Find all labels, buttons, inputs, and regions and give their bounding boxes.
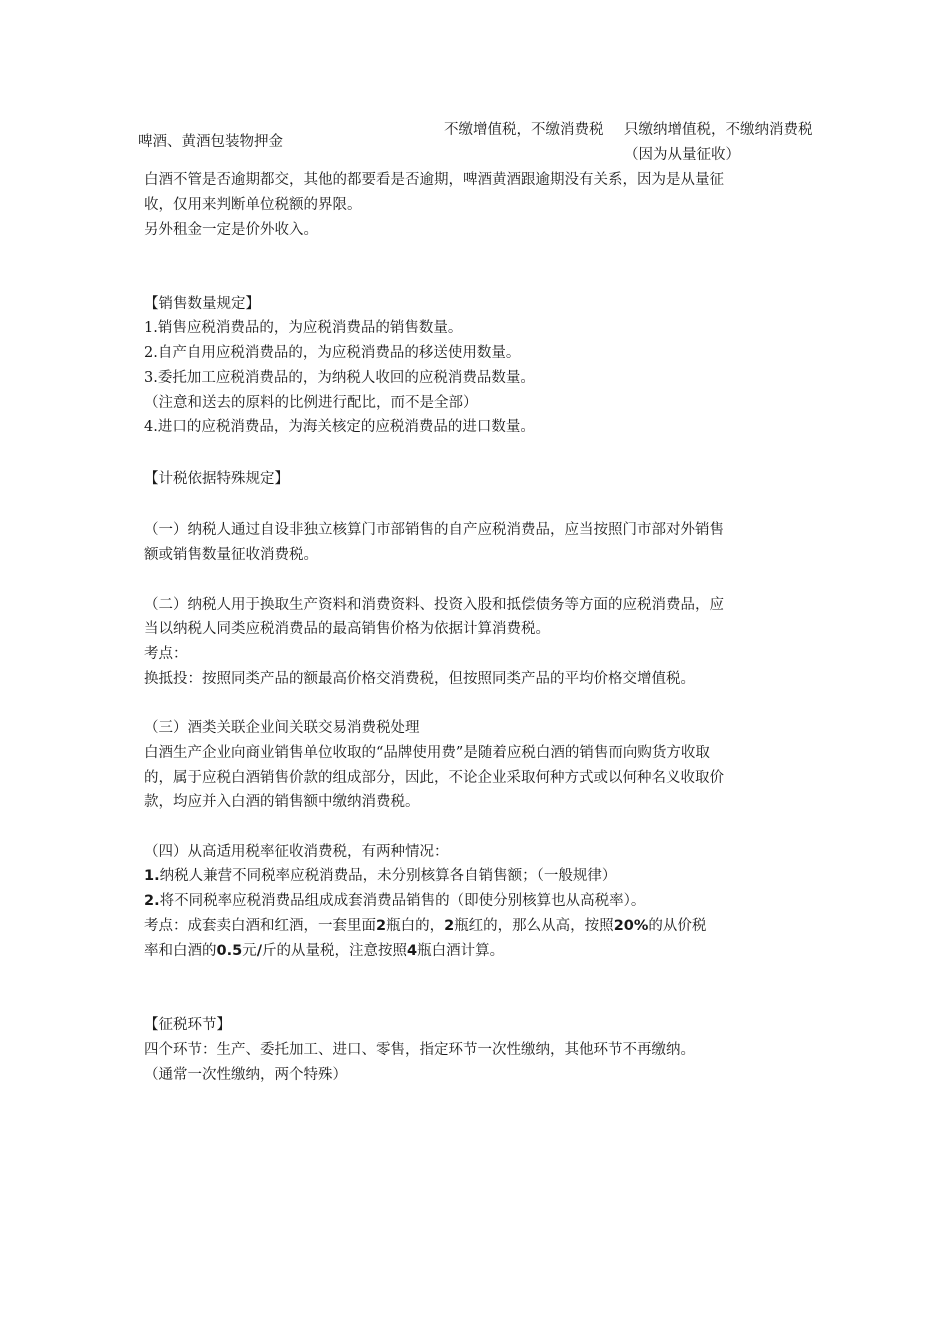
special-s3-line-3: 款，均应并入白酒的销售额中缴纳消费税。 (144, 794, 420, 810)
list-item: 1.销售应税消费品的，为应税消费品的销售数量。 (144, 320, 463, 336)
special-s3-line-2: 的，属于应税白酒销售价款的组成部分，因此，不论企业采取何种方式或以何种名义收取价 (144, 770, 724, 786)
special-s4-item-2 (144, 889, 824, 914)
table-row (138, 118, 818, 168)
note-line-3: 另外租金一定是价外收入。 (144, 222, 318, 238)
note-line-2: 收，仅用来判断单位税额的界限。 (144, 197, 362, 213)
number-run: 4 (406, 943, 418, 959)
section-heading-stage: 【征税环节】 (144, 1017, 231, 1033)
special-s1-line-2: 额或销售数量征收消费税。 (144, 547, 318, 563)
item-number: 2. (144, 893, 160, 909)
stage-line-2: （通常一次性缴纳，两个特殊） (144, 1067, 347, 1083)
item-text: 纳税人兼营不同税率应税消费品，未分别核算各自销售额；（一般规律） (159, 868, 617, 884)
note-line-1: 白酒不管是否逾期都交，其他的都要看是否逾期，啤酒黄酒跟逾期没有关系，因为是从量征 (144, 172, 724, 188)
table-cell-item: 啤酒、黄酒包装物押金 (138, 134, 283, 150)
text-run: 元 (242, 943, 257, 959)
number-run: 0.5 (216, 943, 243, 959)
table-cell-col2: 不缴增值税，不缴消费税 (444, 122, 604, 138)
list-item: 2.自产自用应税消费品的，为应税消费品的移送使用数量。 (144, 345, 521, 361)
special-s4-point-line-1 (144, 914, 824, 939)
item-number: 1. (144, 868, 160, 884)
text-run: 斤的从量税，注意按照 (261, 943, 407, 959)
special-s4-point-line-2 (144, 939, 824, 964)
table-cell-col3: 只缴纳增值税，不缴纳消费税（因为从量征收） (624, 122, 813, 163)
special-s4-item-1 (144, 864, 824, 889)
item-text: 将不同税率应税消费品组成成套消费品销售的（即使分别核算也从高税率）。 (159, 893, 646, 909)
text-run: 考点：成套卖白酒和红酒，一套里面 (144, 918, 376, 934)
number-run: 2 (376, 918, 387, 934)
number-run: 20% (613, 918, 649, 934)
special-s2-point: 换抵投：按照同类产品的额最高价格交消费税，但按照同类产品的平均价格交增值税。 (144, 671, 695, 687)
special-s1-line-1: （一）纳税人通过自设非独立核算门市部销售的自产应税消费品，应当按照门市部对外销售 (144, 522, 724, 538)
text-run: 瓶白的， (386, 918, 445, 934)
text-run: 瓶白酒计算。 (417, 943, 505, 959)
section-heading-special: 【计税依据特殊规定】 (144, 471, 289, 487)
section-heading-sales-qty: 【销售数量规定】 (144, 296, 260, 312)
special-s2-point-label: 考点： (144, 646, 188, 662)
special-s2-line-1: （二）纳税人用于换取生产资料和消费资料、投资入股和抵偿债务等方面的应税消费品，应 (144, 597, 724, 613)
text-run: 的从价税 (648, 918, 707, 934)
special-s4-title: （四）从高适用税率征收消费税，有两种情况： (144, 844, 449, 860)
number-run: / (256, 943, 262, 959)
stage-line-1: 四个环节：生产、委托加工、进口、零售，指定环节一次性缴纳，其他环节不再缴纳。 (144, 1042, 695, 1058)
special-s3-title: （三）酒类关联企业间关联交易消费税处理 (144, 720, 420, 736)
list-item: 3.委托加工应税消费品的，为纳税人收回的应税消费品数量。 (144, 370, 535, 386)
text-run: 率和白酒的 (144, 943, 217, 959)
list-item: 4.进口的应税消费品，为海关核定的应税消费品的进口数量。 (144, 419, 535, 435)
special-s3-line-1: 白酒生产企业向商业销售单位收取的“品牌使用费”是随着应税白酒的销售而向购货方收取 (144, 745, 710, 761)
text-run: 瓶红的，那么从高，按照 (454, 918, 614, 934)
number-run: 2 (444, 918, 455, 934)
special-s2-line-2: 当以纳税人同类应税消费品的最高销售价格为依据计算消费税。 (144, 621, 550, 637)
list-item: （注意和送去的原料的比例进行配比，而不是全部） (144, 395, 478, 411)
